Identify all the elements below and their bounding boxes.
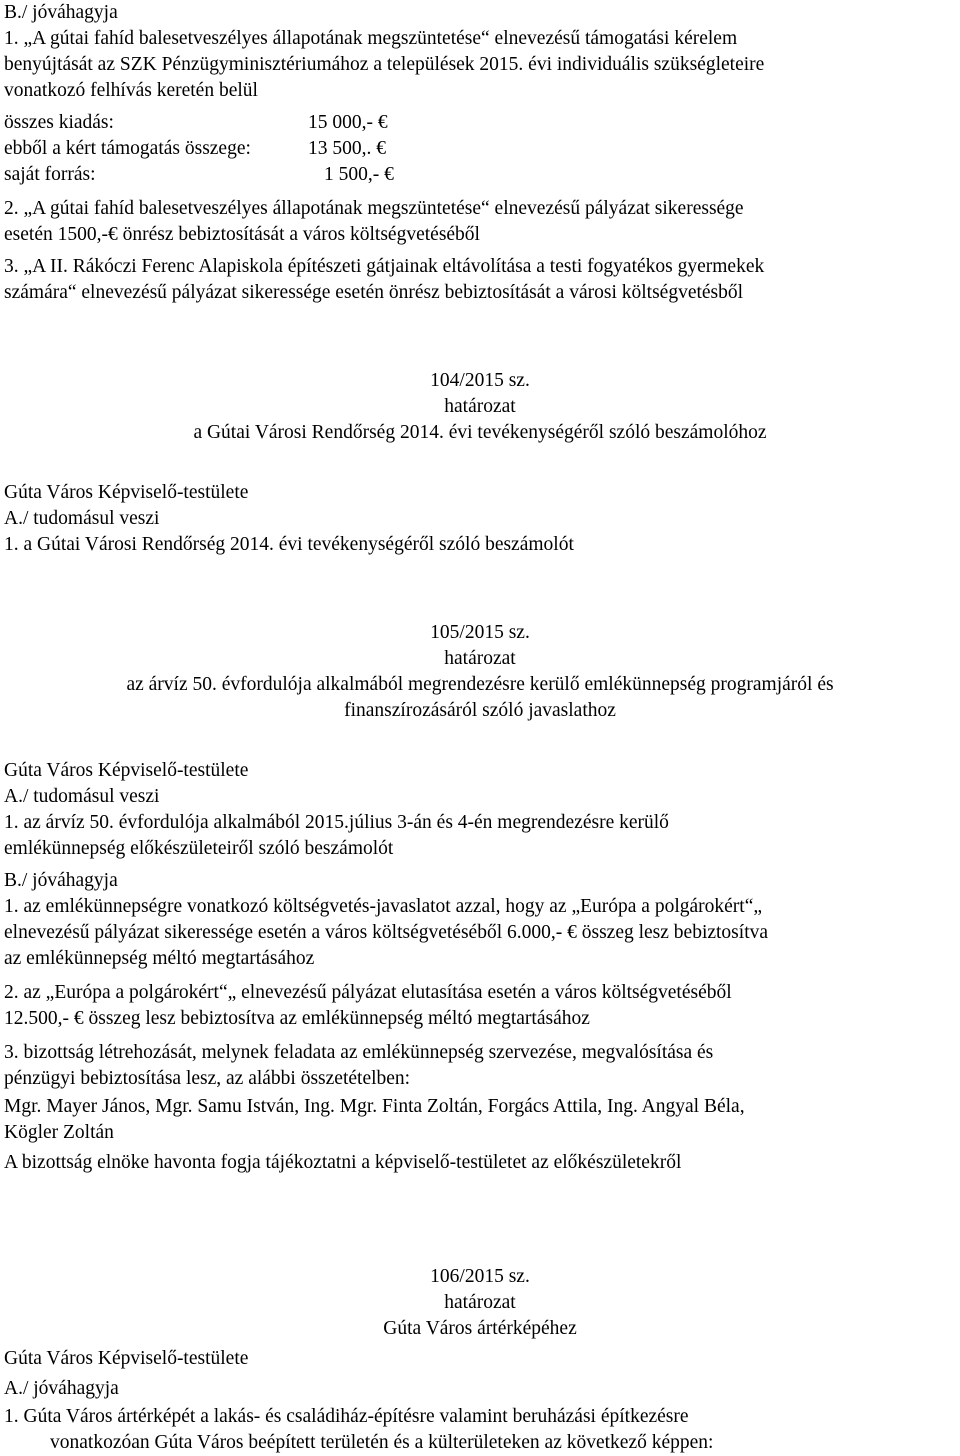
item1-line1: 1. „A gútai fahíd balesetveszélyes állapotának megszüntetése“ elnevezésű támogatási kérelem (4, 28, 738, 49)
members-line2: Kögler Zoltán (4, 1122, 114, 1143)
a-approves-header: A./ jóváhagyja (4, 1378, 119, 1399)
council-body: Gúta Város Képviselő-testülete (4, 1348, 249, 1369)
chair-note: A bizottság elnöke havonta fogja tájékoztatni a képviselő-testületet az előkészületekről (4, 1152, 682, 1173)
item3-line1: 3. „A II. Rákóczi Ferenc Alapiskola építészeti gátjainak eltávolítása a testi fogyatékos gyermekek (4, 256, 765, 277)
b1-line2: elnevezésű pályázat sikeressége esetén a város költségvetéséből 6.000,- € összeg lesz bebiztosítva (4, 922, 769, 943)
a-acknowledges-header: A./ tudomásul veszi (4, 508, 160, 529)
resolution-type: határozat (444, 396, 516, 417)
resolution-subject-line1: az árvíz 50. évfordulója alkalmából megrendezésre kerülő emlékünnepség programjáról és (126, 674, 834, 695)
item1-line1: 1. Gúta Város ártérképét a lakás- és családiház-építésre valamint beruházási építkezésre (4, 1406, 689, 1427)
item1-line2: benyújtását az SZK Pénzügyminisztériumához a települések 2015. évi individuális szükségleteire (4, 54, 765, 75)
b-approves-header: B./ jóváhagyja (4, 870, 118, 891)
amount-row-total (4, 110, 956, 136)
item2-line1: 2. „A gútai fahíd balesetveszélyes állapotának megszüntetése“ elnevezésű pályázat sikeressége (4, 198, 744, 219)
item3-line2: számára“ elnevezésű pályázat sikeressége esetén önrész bebiztosítását a városi költségvetésből (4, 282, 744, 303)
amount-value: 15 000,- € (308, 112, 388, 133)
amount-label: összes kiadás: (4, 112, 114, 133)
item1: 1. a Gútai Városi Rendőrség 2014. évi tevékenységéről szóló beszámolót (4, 534, 574, 555)
members-line1: Mgr. Mayer János, Mgr. Samu István, Ing. Mgr. Finta Zoltán, Forgács Attila, Ing. Angyal Béla, (4, 1096, 745, 1117)
resolution-number-105: 105/2015 sz. (430, 622, 530, 643)
resolution-subject-line2: finanszírozásáról szóló javaslathoz (344, 700, 616, 721)
b1-line1: 1. az emlékünnepségre vonatkozó költségvetés-javaslatot azzal, hogy az „Európa a polgárokért“„ (4, 896, 763, 917)
resolution-type: határozat (444, 1292, 516, 1313)
resolution-number-106: 106/2015 sz. (430, 1266, 530, 1287)
resolution-subject: a Gútai Városi Rendőrség 2014. évi tevékenységéről szóló beszámolóhoz (193, 422, 767, 443)
resolution-number-104: 104/2015 sz. (430, 370, 530, 391)
amount-label: saját forrás: (4, 164, 96, 185)
item1-line2: vonatkozóan Gúta Város beépített területén és a külterületeken az következő képpen: (50, 1432, 714, 1453)
item2-line2: esetén 1500,-€ önrész bebiztosítását a város költségvetéséből (4, 224, 480, 245)
amount-label: ebből a kért támogatás összege: (4, 138, 251, 159)
b2-line2: 12.500,- € összeg lesz bebiztosítva az emlékünnepség méltó megtartásához (4, 1008, 590, 1029)
amount-row-own (4, 162, 956, 188)
b1-line3: az emlékünnepség méltó megtartásához (4, 948, 315, 969)
item1-line3: vonatkozó felhívás keretén belül (4, 80, 258, 101)
b2-line1: 2. az „Európa a polgárokért“„ elnevezésű pályázat elutasítása esetén a város költségvetéséből (4, 982, 732, 1003)
a1-line2: emlékünnepség előkészületeiről szóló beszámolót (4, 838, 394, 859)
amount-value: 13 500,. € (308, 138, 386, 159)
b3-line1: 3. bizottság létrehozását, melynek feladata az emlékünnepség szervezése, megvalósítása és (4, 1042, 714, 1063)
resolution-subject: Gúta Város ártérképéhez (383, 1318, 577, 1339)
b-approves-header: B./ jóváhagyja (4, 2, 118, 23)
a1-line1: 1. az árvíz 50. évfordulója alkalmából 2015.július 3-án és 4-én megrendezésre kerülő (4, 812, 669, 833)
council-body: Gúta Város Képviselő-testülete (4, 760, 249, 781)
council-body: Gúta Város Képviselő-testülete (4, 482, 249, 503)
amount-row-requested (4, 136, 956, 162)
resolution-type: határozat (444, 648, 516, 669)
amount-value: 1 500,- € (324, 164, 394, 185)
a-acknowledges-header: A./ tudomásul veszi (4, 786, 160, 807)
b3-line2: pénzügyi bebiztosítása lesz, az alábbi összetételben: (4, 1068, 411, 1089)
